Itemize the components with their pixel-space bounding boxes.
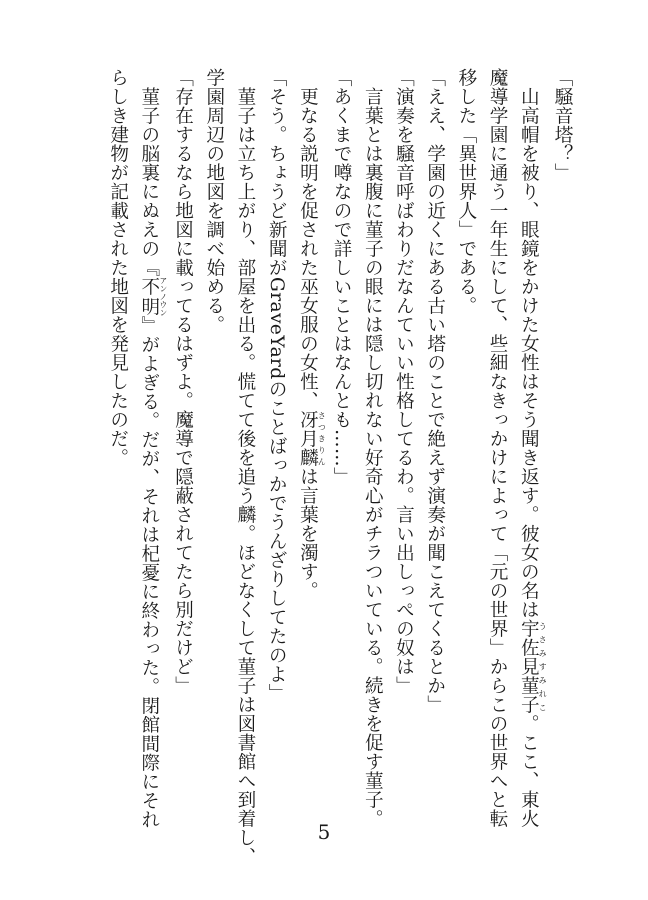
text-segment: 。ここ、東火 <box>518 714 540 828</box>
text-line: 「ええ、学園の近くにある古い塔のことで絶えず演奏が聞こえてくるとか」 <box>424 68 446 714</box>
text-line <box>292 68 326 768</box>
text-line: 移した「異世界人」である。 <box>455 68 477 315</box>
text-segment: 山高帽を被り、眼鏡をかけた女性はそう聞き返す。彼女の名は <box>518 68 540 619</box>
page-number: 5 <box>317 820 331 844</box>
ruby-base: 不明 <box>138 276 160 317</box>
ruby-reading: うさみすみれこ <box>538 619 548 714</box>
text-line: 「そう。ちょうど新聞がGraveYardのことばっかでうんざりしてたのよ」 <box>266 68 288 703</box>
text-line: 菫子は立ち上がり、部屋を出る。慌てて後を追う麟。ほどなくして菫子は図書館へ到着し、 <box>234 68 256 866</box>
text-line: 「存在するなら地図に載ってるはずよ。魔導で隠蔽されてたら別だけど」 <box>172 68 194 695</box>
text-line <box>513 68 548 828</box>
ruby-base: 冴月麟 <box>297 410 319 467</box>
ruby-rin <box>297 410 327 467</box>
vertical-text-block <box>58 68 578 866</box>
ruby-base: 宇佐見菫子 <box>518 619 540 714</box>
ruby-reading: アンノウン <box>158 276 168 317</box>
ruby-fumei <box>138 276 168 317</box>
text-line: 学園周辺の地図を調べ始める。 <box>203 68 225 334</box>
text-line: 言葉とは裏腹に菫子の眼には隠し切れない好奇心がチラついている。続きを促す菫子。 <box>362 68 384 828</box>
text-segment: 更なる説明を促された巫女服の女性、 <box>297 68 319 410</box>
ruby-reading: さつきりん <box>317 410 327 467</box>
text-line: 「あくまで噂なので詳しいことはなんとも……」 <box>331 68 353 486</box>
text-line: 「騒音塔？」 <box>552 68 573 182</box>
text-segment: は言葉を濁す。 <box>297 467 319 600</box>
text-line <box>134 68 168 829</box>
text-line: 「演奏を騒音呼ばわりだなんていい性格してるわ。言い出しっぺの奴は」 <box>393 68 415 695</box>
text-segment: 菫子の脳裏にぬえの『 <box>138 68 160 277</box>
text-segment: 』がよぎる。だが、それは杞憂に終わった。閉館間際にそれ <box>138 316 160 829</box>
text-line: 魔導学園に通う一年生にして、些細なきっかけによって「元の世界」からこの世界へと転 <box>487 68 509 828</box>
ruby-sumireko <box>518 619 548 714</box>
text-line: らしき建物が記載された地図を発見したのだ。 <box>107 68 129 467</box>
